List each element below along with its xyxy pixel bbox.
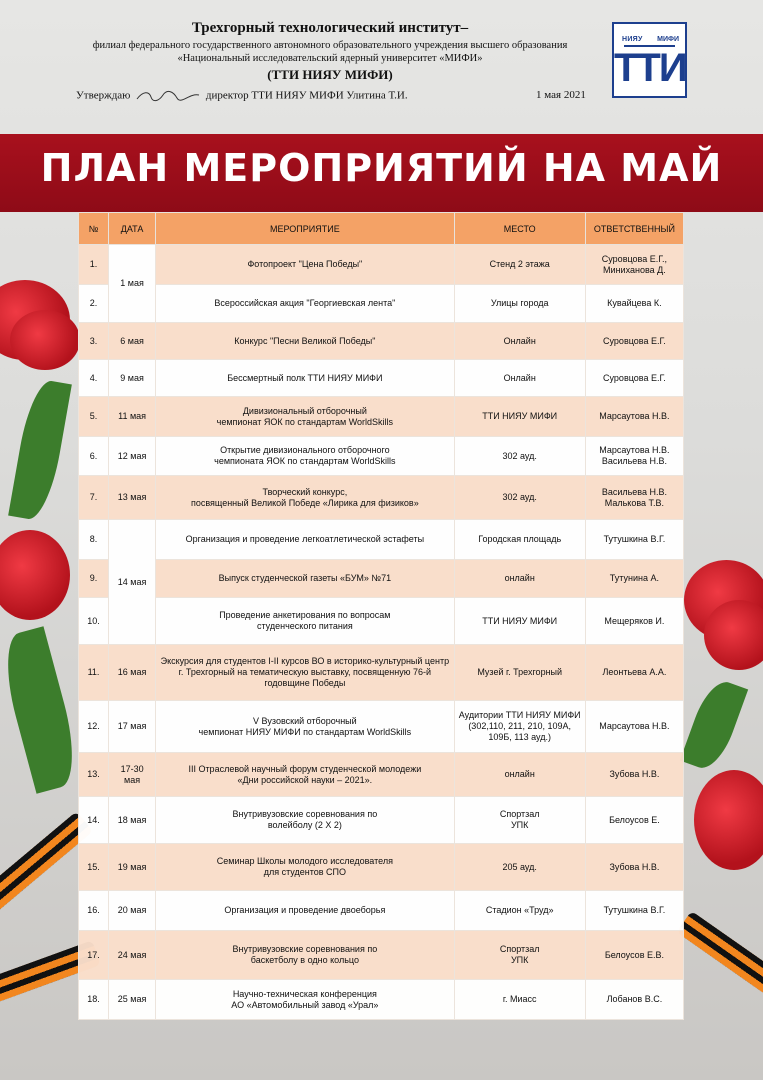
row-number: 3.: [79, 323, 109, 360]
row-number: 4.: [79, 360, 109, 397]
row-place: Городская площадь: [454, 520, 585, 560]
row-number: 10.: [79, 598, 109, 645]
row-place: Онлайн: [454, 323, 585, 360]
institute-subtitle-line2: «Национальный исследовательский ядерный университет «МИФИ»: [177, 53, 483, 64]
row-date: 19 мая: [109, 844, 156, 891]
row-event: V Вузовский отборочный чемпионат НИЯУ МИФИ по стандартам WorldSkills: [156, 701, 454, 753]
row-date: 13 мая: [109, 476, 156, 520]
table-row: [79, 844, 684, 891]
page-title: ПЛАН МЕРОПРИЯТИЙ НА МАЙ: [40, 146, 723, 190]
row-place: Онлайн: [454, 360, 585, 397]
institute-title: Трехгорный технологический институт–: [191, 20, 469, 36]
table-row: [79, 980, 684, 1020]
table-row: [79, 476, 684, 520]
row-date: 24 мая: [109, 931, 156, 980]
row-number: 7.: [79, 476, 109, 520]
row-number: 8.: [79, 520, 109, 560]
logo-left-text: НИЯУ: [622, 36, 643, 43]
table-row: [79, 397, 684, 437]
approval-line: [76, 89, 408, 103]
row-number: 15.: [79, 844, 109, 891]
row-responsible: Марсаутова Н.В.: [585, 701, 683, 753]
table-row: [79, 598, 684, 645]
header-place: МЕСТО: [454, 213, 585, 245]
table-row: [79, 645, 684, 701]
header-num: №: [79, 213, 109, 245]
row-date: 18 мая: [109, 797, 156, 844]
institute-subtitle-line1: филиал федерального государственного автономного образовательного учреждения высшего образования: [92, 40, 568, 51]
row-responsible: Лобанов В.С.: [585, 980, 683, 1020]
row-place: 205 ауд.: [454, 844, 585, 891]
row-place: Аудитории ТТИ НИЯУ МИФИ (302,110, 211, 210, 109А, 109Б, 113 ауд.): [454, 701, 585, 753]
row-number: 17.: [79, 931, 109, 980]
row-responsible: Суровцова Е.Г.: [585, 360, 683, 397]
row-event: Конкурс "Песни Великой Победы": [156, 323, 454, 360]
approve-person: директор ТТИ НИЯУ МИФИ Улитина Т.И.: [205, 89, 408, 102]
table-row: [79, 323, 684, 360]
header-event: МЕРОПРИЯТИЕ: [156, 213, 454, 245]
row-event: Фотопроект "Цена Победы": [156, 245, 454, 285]
row-event: Экскурсия для студентов I-II курсов ВО в историко-культурный центр г. Трехгорный на тематическую выставку, посвященную 76-й годовщине Победы: [156, 645, 454, 701]
row-responsible: Зубова Н.В.: [585, 844, 683, 891]
row-date: 12 мая: [109, 437, 156, 476]
row-responsible: Тутунина А.: [585, 560, 683, 598]
table-row: [79, 520, 684, 560]
row-responsible: Суровцова Е.Г.: [585, 323, 683, 360]
row-event: Творческий конкурс, посвященный Великой Победе «Лирика для физиков»: [156, 476, 454, 520]
row-place: Стадион «Труд»: [454, 891, 585, 931]
row-event: Открытие дивизионального отборочного чемпионата ЯОК по стандартам WorldSkills: [156, 437, 454, 476]
table-row: [79, 245, 684, 285]
row-event: Бессмертный полк ТТИ НИЯУ МИФИ: [156, 360, 454, 397]
row-date: 17 мая: [109, 701, 156, 753]
table-row: [79, 360, 684, 397]
row-date: 11 мая: [109, 397, 156, 437]
row-place: Спортзал УПК: [454, 797, 585, 844]
institute-abbreviation: (ТТИ НИЯУ МИФИ): [267, 67, 393, 82]
row-event: Выпуск студенческой газеты «БУМ» №71: [156, 560, 454, 598]
row-date: 6 мая: [109, 323, 156, 360]
table-row: [79, 753, 684, 797]
row-event: Научно-техническая конференция АО «Автомобильный завод «Урал»: [156, 980, 454, 1020]
table-header-row: [79, 213, 684, 245]
row-responsible: Белоусов Е.В.: [585, 931, 683, 980]
row-responsible: Мещеряков И.: [585, 598, 683, 645]
row-number: 9.: [79, 560, 109, 598]
row-place: 302 ауд.: [454, 437, 585, 476]
row-event: III Отраслевой научный форум студенческой молодежи «Дни российской науки – 2021».: [156, 753, 454, 797]
header-responsible: ОТВЕТСТВЕННЫЙ: [585, 213, 683, 245]
carnation-left-decoration: [0, 240, 90, 1040]
table-row: [79, 285, 684, 323]
row-event: Организация и проведение двоеборья: [156, 891, 454, 931]
row-place: Улицы города: [454, 285, 585, 323]
row-date: 17-30 мая: [109, 753, 156, 797]
row-date: 9 мая: [109, 360, 156, 397]
row-place: 302 ауд.: [454, 476, 585, 520]
row-event: Внутривузовские соревнования по волейболу (2 Х 2): [156, 797, 454, 844]
row-event: Организация и проведение легкоатлетической эстафеты: [156, 520, 454, 560]
header-date: ДАТА: [109, 213, 156, 245]
row-responsible: Зубова Н.В.: [585, 753, 683, 797]
row-place: ТТИ НИЯУ МИФИ: [454, 397, 585, 437]
signature-icon: [133, 89, 203, 103]
row-number: 12.: [79, 701, 109, 753]
row-place: Стенд 2 этажа: [454, 245, 585, 285]
row-number: 6.: [79, 437, 109, 476]
row-number: 11.: [79, 645, 109, 701]
row-place: онлайн: [454, 753, 585, 797]
row-responsible: Кувайцева К.: [585, 285, 683, 323]
row-number: 5.: [79, 397, 109, 437]
document-header: [0, 0, 763, 130]
table-row: [79, 931, 684, 980]
row-responsible: Леонтьева А.А.: [585, 645, 683, 701]
row-number: 14.: [79, 797, 109, 844]
tti-logo: [612, 22, 687, 98]
row-event: Проведение анкетирования по вопросам студенческого питания: [156, 598, 454, 645]
row-date: 20 мая: [109, 891, 156, 931]
row-date: 14 мая: [109, 520, 156, 645]
title-banner: [0, 134, 763, 212]
row-number: 1.: [79, 245, 109, 285]
row-responsible: Белоусов Е.: [585, 797, 683, 844]
table-row: [79, 891, 684, 931]
table-row: [79, 560, 684, 598]
logo-big-text: ТТИ: [614, 46, 686, 90]
table-row: [79, 437, 684, 476]
row-place: Спортзал УПК: [454, 931, 585, 980]
row-event: Всероссийская акция "Георгиевская лента": [156, 285, 454, 323]
row-responsible: Васильева Н.В. Малькова Т.В.: [585, 476, 683, 520]
row-responsible: Суровцова Е.Г., Миниханова Д.: [585, 245, 683, 285]
table-row: [79, 701, 684, 753]
row-event: Внутривузовские соревнования по баскетболу в одно кольцо: [156, 931, 454, 980]
table-row: [79, 797, 684, 844]
row-date: 25 мая: [109, 980, 156, 1020]
logo-right-text: МИФИ: [657, 36, 679, 43]
row-place: Музей г. Трехгорный: [454, 645, 585, 701]
row-responsible: Марсаутова Н.В. Васильева Н.В.: [585, 437, 683, 476]
events-table: [78, 212, 684, 1020]
row-responsible: Тутушкина В.Г.: [585, 520, 683, 560]
carnation-right-decoration: [684, 380, 763, 1080]
row-date: 1 мая: [109, 245, 156, 323]
table-body: [79, 245, 684, 1020]
row-responsible: Тутушкина В.Г.: [585, 891, 683, 931]
approve-date: 1 мая 2021: [536, 89, 586, 101]
row-number: 18.: [79, 980, 109, 1020]
row-date: 16 мая: [109, 645, 156, 701]
row-responsible: Марсаутова Н.В.: [585, 397, 683, 437]
row-number: 16.: [79, 891, 109, 931]
row-place: г. Миасс: [454, 980, 585, 1020]
row-place: онлайн: [454, 560, 585, 598]
row-number: 2.: [79, 285, 109, 323]
row-place: ТТИ НИЯУ МИФИ: [454, 598, 585, 645]
row-event: Дивизиональный отборочный чемпионат ЯОК по стандартам WorldSkills: [156, 397, 454, 437]
row-event: Семинар Школы молодого исследователя для студентов СПО: [156, 844, 454, 891]
approve-label: Утверждаю: [76, 89, 131, 102]
row-number: 13.: [79, 753, 109, 797]
